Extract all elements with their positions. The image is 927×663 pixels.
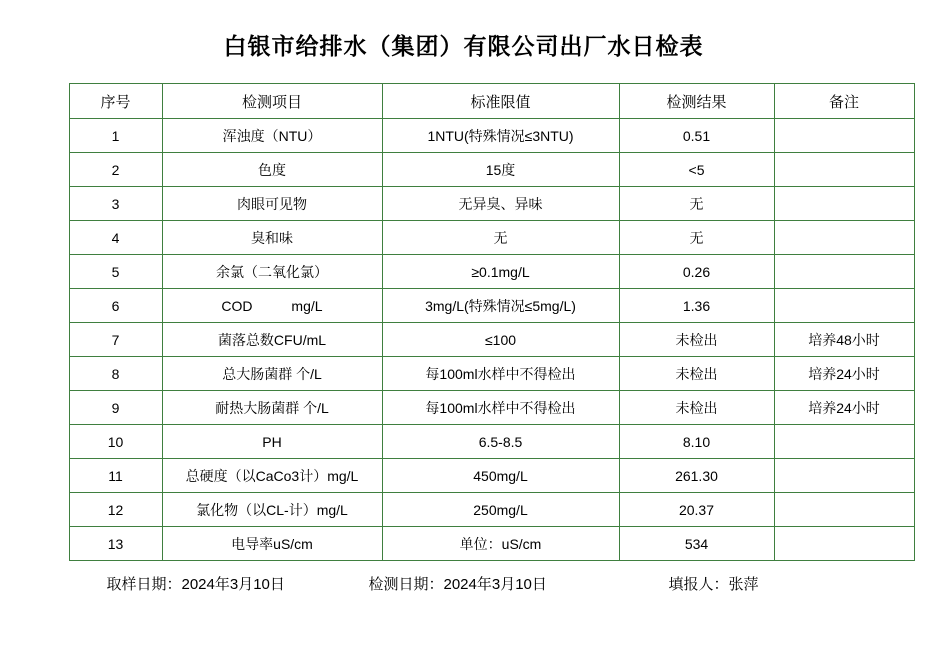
cell-result: 1.36 [619,289,774,323]
sample-date: 取样日期：2024年3月10日 [106,576,285,593]
cell-item: 浑浊度（NTU） [162,119,382,153]
table-row [69,357,914,391]
cell-remark: 培养24小时 [774,357,914,391]
cell-limit: 无异臭、异味 [382,187,619,221]
cell-remark [774,187,914,221]
cell-limit: 每100ml水样中不得检出 [382,391,619,425]
table-header [69,84,914,119]
cell-result: 20.37 [619,493,774,527]
table-row [69,459,914,493]
cell-item-text: COD mg/L [221,297,323,314]
cell-result: 8.10 [619,425,774,459]
cell-remark [774,289,914,323]
cell-item: 菌落总数CFU/mL [162,323,382,357]
cell-result: 未检出 [619,357,774,391]
cell-no: 4 [69,221,162,255]
table-row [69,425,914,459]
cell-no: 7 [69,323,162,357]
cell-no: 11 [69,459,162,493]
column-header-no: 序号 [69,84,162,119]
cell-result: 无 [619,221,774,255]
table-row [69,493,914,527]
cell-no: 3 [69,187,162,221]
cell-no: 5 [69,255,162,289]
table-row [69,323,914,357]
cell-remark [774,493,914,527]
cell-result: 未检出 [619,323,774,357]
cell-limit: 每100ml水样中不得检出 [382,357,619,391]
cell-item: 肉眼可见物 [162,187,382,221]
cell-no: 12 [69,493,162,527]
cell-limit: 6.5-8.5 [382,425,619,459]
cell-no: 10 [69,425,162,459]
cell-result: <5 [619,153,774,187]
cell-result: 0.51 [619,119,774,153]
cell-limit: 1NTU(特殊情况≤3NTU) [382,119,619,153]
water-quality-table [69,83,915,561]
column-header-limit: 标准限值 [382,84,619,119]
cell-remark: 培养24小时 [774,391,914,425]
cell-remark: 培养48小时 [774,323,914,357]
table-row [69,119,914,153]
cell-result: 0.26 [619,255,774,289]
table-row [69,187,914,221]
table-row [69,289,914,323]
table-row [69,527,914,561]
table-row [69,221,914,255]
cell-item: 总大肠菌群 个/L [162,357,382,391]
column-header-result: 检测结果 [619,84,774,119]
cell-no: 9 [69,391,162,425]
table-body [69,119,914,561]
cell-limit: ≥0.1mg/L [382,255,619,289]
cell-item: 总硬度（以CaCo3计）mg/L [162,459,382,493]
cell-item: 余氯（二氧化氯） [162,255,382,289]
cell-limit: 15度 [382,153,619,187]
cell-limit: 3mg/L(特殊情况≤5mg/L) [382,289,619,323]
cell-no: 8 [69,357,162,391]
cell-limit: 450mg/L [382,459,619,493]
cell-no: 13 [69,527,162,561]
cell-item: 耐热大肠菌群 个/L [162,391,382,425]
cell-remark [774,119,914,153]
cell-remark [774,459,914,493]
cell-limit: 单位：uS/cm [382,527,619,561]
test-date: 检测日期：2024年3月10日 [368,576,547,593]
column-header-remark: 备注 [774,84,914,119]
cell-result: 534 [619,527,774,561]
cell-limit: 无 [382,221,619,255]
cell-remark [774,221,914,255]
cell-remark [774,527,914,561]
cell-limit: ≤100 [382,323,619,357]
cell-item: 色度 [162,153,382,187]
cell-item: 氯化物（以CL-计）mg/L [162,493,382,527]
report-page [0,28,927,663]
cell-result: 261.30 [619,459,774,493]
table-header-row [69,84,914,119]
cell-no: 6 [69,289,162,323]
cell-item: 臭和味 [162,221,382,255]
cell-remark [774,255,914,289]
cell-item: PH [162,425,382,459]
cell-remark [774,425,914,459]
footer-row [69,573,859,594]
cell-no: 2 [69,153,162,187]
cell-item [162,289,382,323]
cell-limit: 250mg/L [382,493,619,527]
cell-result: 无 [619,187,774,221]
cell-result: 未检出 [619,391,774,425]
report-table-wrapper [69,83,880,561]
cell-no: 1 [69,119,162,153]
cell-item: 电导率uS/cm [162,527,382,561]
table-row [69,391,914,425]
page-title: 白银市给排水（集团）有限公司出厂水日检表 [223,34,704,59]
column-header-item: 检测项目 [162,84,382,119]
reporter-name: 填报人：张萍 [668,576,759,593]
cell-remark [774,153,914,187]
table-row [69,153,914,187]
table-row [69,255,914,289]
